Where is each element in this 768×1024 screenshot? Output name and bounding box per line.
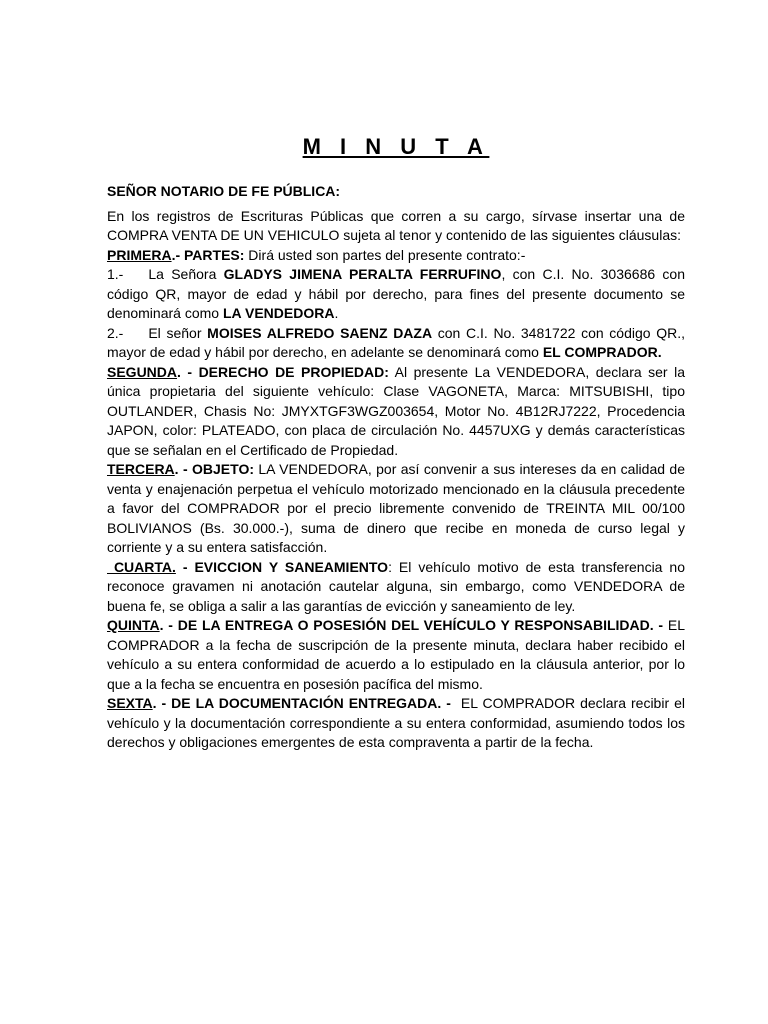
clause-cuarta-heading: - EVICCION Y SANEAMIENTO	[175, 558, 389, 575]
clause-cuarta-text: : El vehículo motivo de esta transferencia no reconoce gravamen ni anotación cautelar alguna, sin embargo, como VENDEDORA de buena fe, se obliga a salir a las garantías de evicción y saneamiento de ley.	[107, 558, 685, 614]
clause-primera-text: Dirá usted son partes del presente contrato:-	[244, 246, 526, 263]
clause-segunda	[107, 363, 685, 461]
clause-tercera-label: TERCERA	[107, 461, 175, 477]
party-2-details: con C.I. No. 3481722 con código QR., mayor de edad y hábil por derecho, en adelante se denominará como	[107, 324, 686, 360]
party-1-details: , con C.I. No. 3036686 con código QR, mayor de edad y hábil por derecho, para fines del presente documento se denominará como	[107, 266, 686, 321]
party-1-prefix: La Señora	[148, 266, 224, 282]
party-1-role: LA VENDEDORA	[222, 305, 335, 321]
clause-sexta-label: SEXTA	[107, 695, 153, 711]
clause-tercera-heading: . - OBJETO:	[174, 461, 254, 477]
clause-quinta-text: EL COMPRADOR a la fecha de suscripción de la presente minuta, declara haber recibido el vehículo a su entera conformidad de acuerdo a lo estipulado en la cláusula anterior, por lo que a la fecha se encuentra en posesión pacífica del mismo.	[107, 617, 685, 692]
clause-primera-label: PRIMERA	[107, 246, 172, 263]
clause-segunda-heading: . - DERECHO DE PROPIEDAD:	[177, 363, 389, 380]
clause-sexta-text: EL COMPRADOR declara recibir el vehículo y la documentación correspondiente a su entera conformidad, asumiendo todos los derechos y obligaciones emergentes de esta compraventa a partir de la fecha.	[107, 695, 689, 750]
salutation: SEÑOR NOTARIO DE FE PÚBLICA:	[107, 183, 341, 199]
party-2-name: MOISES ALFREDO SAENZ DAZA	[207, 324, 433, 341]
intro-paragraph: En los registros de Escrituras Públicas que corren a su cargo, sírvase insertar una de COMPRA VENTA DE UN VEHICULO sujeta al tenor y contenido de las siguientes cláusulas:	[107, 207, 685, 243]
party-2-role: EL COMPRADOR.	[542, 344, 662, 360]
party-1	[107, 265, 685, 324]
clause-quinta	[107, 616, 685, 694]
clause-quinta-heading: . - DE LA ENTREGA O POSESIÓN DEL VEHÍCULO Y RESPONSABILIDAD. -	[159, 617, 664, 633]
party-2-number: 2.-	[107, 324, 124, 341]
clause-tercera	[107, 460, 685, 558]
clause-sexta-heading: . - DE LA DOCUMENTACIÓN ENTREGADA. -	[152, 695, 451, 711]
clause-tercera-text: LA VENDEDORA, por así convenir a sus intereses da en calidad de venta y enajenación perpetua el vehículo motorizado mencionado en la cláusula precedente a favor del COMPRADOR por el precio libremente convenido de TREINTA MIL 00/100 BOLIVIANOS (Bs. 30.000.-), suma de dinero que recibe en moneda de curso legal y corriente y a su entera satisfacción.	[107, 461, 685, 555]
clause-cuarta	[107, 558, 685, 617]
party-1-name: GLADYS JIMENA PERALTA FERRUFINO	[223, 266, 502, 282]
clause-primera-heading: .- PARTES:	[171, 246, 245, 263]
clause-segunda-label: SEGUNDA	[107, 363, 178, 380]
title-text: M I N U T A	[302, 134, 490, 159]
party-2-prefix: El señor	[148, 324, 208, 341]
clause-quinta-label: QUINTA	[107, 617, 160, 633]
clause-primera	[107, 246, 685, 266]
clause-cuarta-label: CUARTA.	[107, 558, 176, 575]
party-1-number: 1.-	[107, 266, 124, 282]
party-2	[107, 324, 685, 363]
clause-segunda-text: Al presente La VENDEDORA, declara ser la única propietaria del siguiente vehículo: Clase VAGONETA, Marca: MITSUBISHI, tipo OUTLANDER, Chasis No: JMYXTGF3WGZ003654, Motor No. 4B12RJ7222, Procedencia JAPON, color: PLATEADO, con placa de circulación No. 4457UXG y demás características que se señalan en el Certificado de Propiedad.	[107, 363, 685, 458]
document-title	[107, 0, 685, 161]
clause-sexta	[107, 694, 689, 753]
party-1-end: .	[334, 305, 339, 321]
